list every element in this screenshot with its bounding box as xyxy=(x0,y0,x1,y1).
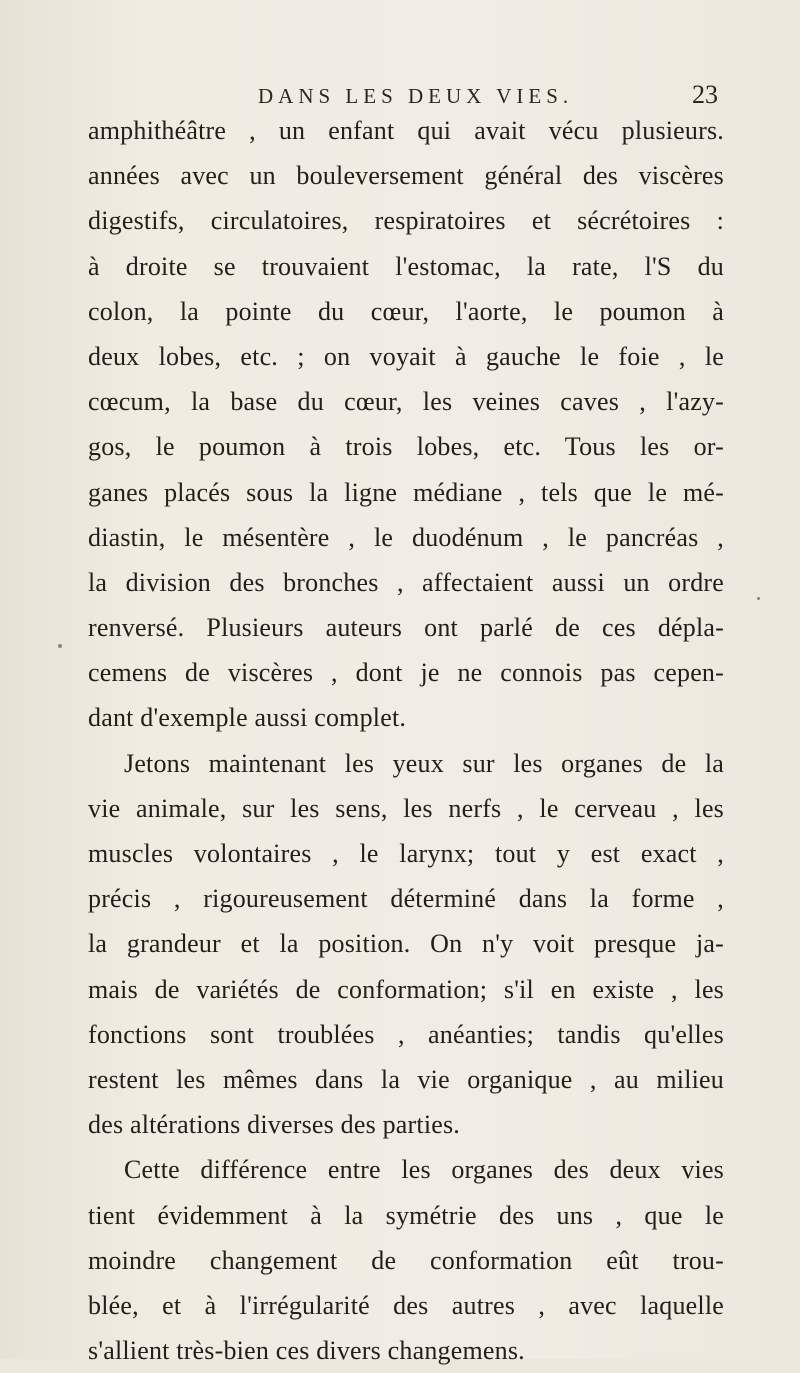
text-line: amphithéâtre , un enfant qui avait vécu plusieurs. xyxy=(88,116,724,145)
text-line: dant d'exemple aussi complet. xyxy=(88,703,407,733)
text-line: colon, la pointe du cœur, l'aorte, le poumon à xyxy=(88,296,724,326)
text-line: fonctions sont troublées , anéanties; tandis qu'elles xyxy=(88,1019,724,1049)
text-line: tient évidemment à la symétrie des uns , que le xyxy=(88,1200,724,1230)
text-line: cemens de viscères , dont je ne connois pas cepen- xyxy=(88,658,724,688)
text-line: deux lobes, etc. ; on voyait à gauche le foie , le xyxy=(88,341,724,371)
page-number: 23 xyxy=(692,80,718,109)
text-line: mais de variétés de conformation; s'il en existe , les xyxy=(88,974,724,1004)
text-line: moindre changement de conformation eût trou- xyxy=(88,1245,724,1275)
text-line: vie animale, sur les sens, les nerfs , le cerveau , les xyxy=(88,793,724,823)
text-line: des altérations diverses des parties. xyxy=(88,1110,461,1140)
text-line: cœcum, la base du cœur, les veines caves , l'azy- xyxy=(88,387,724,417)
running-head-title: DANS LES DEUX VIES. xyxy=(258,84,574,108)
text-line: à droite se trouvaient l'estomac, la rate, l'S du xyxy=(88,251,724,281)
text-line: renversé. Plusieurs auteurs ont parlé de ces dépla- xyxy=(88,613,724,643)
text-line: digestifs, circulatoires, respiratoires et sécrétoires : xyxy=(88,206,724,236)
text-line: ganes placés sous la ligne médiane , tels que le mé- xyxy=(88,477,724,507)
ink-speck xyxy=(757,597,760,600)
text-line: années avec un bouleversement général des viscères xyxy=(88,161,724,191)
text-line: Jetons maintenant les yeux sur les organes de la xyxy=(124,748,724,778)
text-line: la grandeur et la position. On n'y voit presque ja- xyxy=(88,929,724,959)
text-line: gos, le poumon à trois lobes, etc. Tous les or- xyxy=(88,432,724,462)
body-text xyxy=(88,108,724,1373)
text-line: restent les mêmes dans la vie organique , au milieu xyxy=(88,1064,724,1094)
ink-speck xyxy=(58,644,62,648)
text-line: la division des bronches , affectaient aussi un ordre xyxy=(88,567,724,597)
text-line: blée, et à l'irrégularité des autres , avec laquelle xyxy=(88,1290,724,1320)
text-line: muscles volontaires , le larynx; tout y est exact , xyxy=(88,839,724,868)
text-line: précis , rigoureusement déterminé dans la forme , xyxy=(88,884,724,914)
text-line: s'allient très-bien ces divers changemens. xyxy=(88,1336,525,1366)
text-line: diastin, le mésentère , le duodénum , le pancréas , xyxy=(88,522,724,552)
text-line: Cette différence entre les organes des deux vies xyxy=(124,1155,724,1185)
